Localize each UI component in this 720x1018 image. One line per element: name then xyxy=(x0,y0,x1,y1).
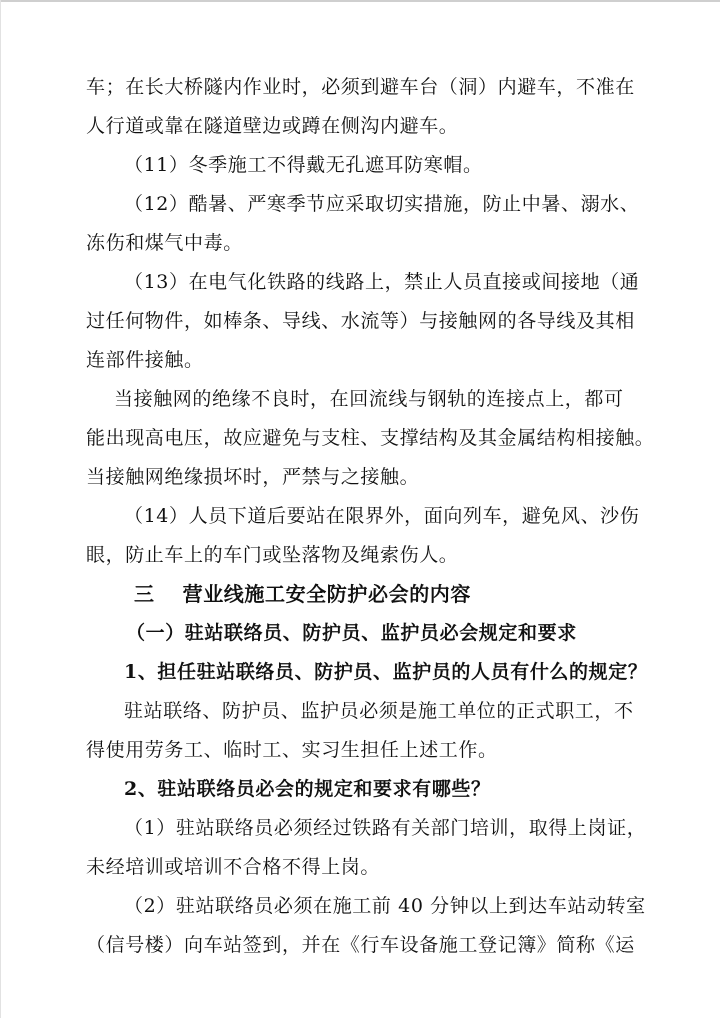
paragraph-line: 未经培训或培训不合格不得上岗。 xyxy=(86,856,381,878)
paragraph-line: 连部件接触。 xyxy=(86,349,204,371)
rule-item-13: （13）在电气化铁路的线路上，禁止人员直接或间接地（通 xyxy=(124,271,640,293)
rule-item-14: （14）人员下道后要站在限界外，面向列车，避免风、沙伤 xyxy=(124,505,640,527)
answer-line: 驻站联络、防护员、监护员必须是施工单位的正式职工，不 xyxy=(124,700,634,722)
page-top-edge xyxy=(0,0,720,2)
paragraph-line: 眼，防止车上的车门或坠落物及绳索伤人。 xyxy=(86,544,459,566)
paragraph-line: 人行道或靠在隧道壁边或蹲在侧沟内避车。 xyxy=(86,115,459,137)
rule-item-12: （12）酷暑、严寒季节应采取切实措施，防止中暑、溺水、 xyxy=(124,193,640,215)
rule-item-1: （1）驻站联络员必须经过铁路有关部门培训，取得上岗证， xyxy=(124,817,647,839)
answer-line: 得使用劳务工、临时工、实习生担任上述工作。 xyxy=(86,739,498,761)
paragraph-line: 能出现高电压，故应避免与支柱、支撑结构及其金属结构相接触。 xyxy=(86,427,655,449)
paragraph-line: 过任何物件，如棒条、导线、水流等）与接触网的各导线及其相 xyxy=(86,310,635,332)
rule-item-11: （11）冬季施工不得戴无孔遮耳防寒帽。 xyxy=(124,154,483,176)
section-title: 营业线施工安全防护必会的内容 xyxy=(182,582,472,606)
page-left-edge xyxy=(0,0,1,1018)
paragraph-line: 当接触网绝缘损坏时，严禁与之接触。 xyxy=(86,466,420,488)
question-heading-1: 1、担任驻站联络员、防护员、监护员的人员有什么的规定？ xyxy=(124,661,648,683)
question-heading-2: 2、驻站联络员必会的规定和要求有哪些？ xyxy=(124,778,491,800)
paragraph-line: 车；在长大桥隧内作业时，必须到避车台（洞）内避车，不准在 xyxy=(86,76,635,98)
section-number: 三 xyxy=(134,582,155,606)
subsection-heading: （一）驻站联络员、防护员、监护员必会规定和要求 xyxy=(126,622,577,644)
paragraph-line: 冻伤和煤气中毒。 xyxy=(86,232,243,254)
paragraph-line: 当接触网的绝缘不良时，在回流线与钢轨的连接点上，都可 xyxy=(114,388,624,410)
paragraph-line: （信号楼）向车站签到，并在《行车设备施工登记簿》简称《运 xyxy=(86,934,635,956)
section-heading xyxy=(86,575,638,614)
rule-item-2: （2）驻站联络员必须在施工前 40 分钟以上到达车站动转室 xyxy=(124,895,646,917)
document-body xyxy=(86,68,655,965)
